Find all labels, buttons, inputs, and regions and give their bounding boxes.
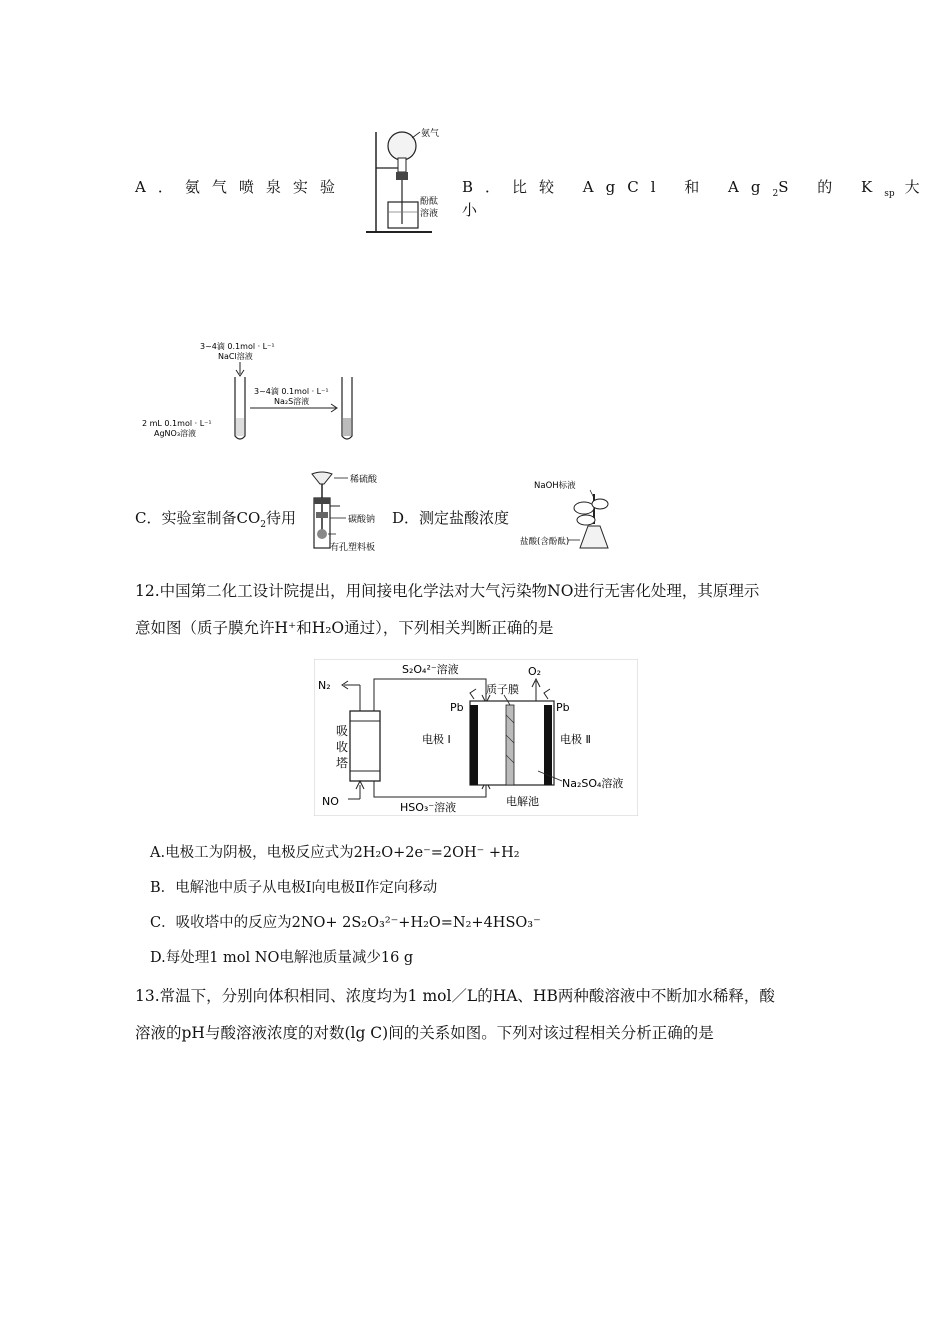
na2so4-solution-label: Na₂SO₄溶液 [562,777,624,790]
s2o4-solution-label: S₂O₄²⁻溶液 [402,663,459,676]
naoh-standard-label: NaOH标液 [534,481,576,491]
q12-choice-b: B．电解池中质子从电极Ⅰ向电极Ⅱ作定向移动 [150,880,438,896]
nacl-drops-line2: NaCl溶液 [218,352,253,361]
membrane-label: 质子膜 [486,683,519,696]
q13-stem-line2: 溶液的pH与酸溶液浓度的对数(lg C)间的关系如图。下列对该过程相关分析正确的是 [135,1024,714,1042]
electrode-1-label: 电极 Ⅰ [422,733,451,746]
na2s-drops-line1: 3~4滴 0.1mol · L⁻¹ [254,387,329,396]
tower-char-3: 塔 [336,756,349,770]
agno3-base-line2: AgNO₃溶液 [154,429,197,438]
solution-label: 溶液 [420,209,439,219]
n2-label: N₂ [318,679,331,692]
pb-left-label: Pb [450,701,464,714]
ammonia-label: 氨气 [421,129,440,139]
q12-stem-line1: 12.中国第二化工设计院提出，用间接电化学法对大气污染物NO进行无害化处理，其原理示 [135,582,760,600]
na2s-drops-line2: Na₂S溶液 [274,397,310,406]
hcl-phenolphthalein-label: 盐酸(含酚酞) [520,537,570,547]
nacl-drops-line1: 3~4滴 0.1mol · L⁻¹ [200,342,275,351]
q12-stem [135,573,825,647]
option-a-label: A．氨气喷泉实验 [135,178,347,196]
electrode-2-label: 电极 Ⅱ [560,733,591,746]
titration-figure [518,476,618,556]
hso3-solution-label: HSO₃⁻溶液 [400,801,457,814]
agno3-base-line1: 2 mL 0.1mol · L⁻¹ [142,419,212,428]
dilute-sulfuric-label: 稀硫酸 [350,475,378,485]
tower-char-2: 收 [336,740,349,754]
o2-label: O₂ [528,665,542,678]
ammonia-fountain-figure [362,124,452,238]
q12-stem-line2: 意如图（质子膜允许H⁺和H₂O通过），下列相关判断正确的是 [135,619,554,637]
tower-char-1: 吸 [336,724,349,738]
electrolytic-cell-label: 电解池 [506,795,539,808]
option-c-label: C．实验室制备$CO_2$待用 [135,509,297,530]
sodium-carbonate-label: 碳酸钠 [348,515,376,525]
perforated-plate-label: 有孔塑料板 [330,543,376,553]
silver-precipitation-figure [140,340,380,445]
no-label: NO [322,795,339,808]
q12-choice-c: C．吸收塔中的反应为2NO+ 2S₂O₃²⁻+H₂O=N₂+4HSO₃⁻ [150,915,541,931]
option-b-label: B．比较 AgCl 和 $Ag_2S$ 的 $K_{sp}$ 大小 [462,178,938,219]
q12-choice-a: A.电极工为阴极，电极反应式为2H₂O+2e⁻=2OH⁻ +H₂ [150,845,520,861]
pb-right-label: Pb [556,701,570,714]
option-d-label: D．测定盐酸浓度 [392,509,510,527]
phenolphthalein-label: 酚酞 [420,197,439,207]
electrolysis-diagram [314,659,638,816]
q12-choice-d: D.每处理1 mol NO电解池质量减少16 g [150,950,414,966]
q13-stem [135,978,825,1052]
co2-generator-figure [300,470,395,554]
q13-stem-line1: 13.常温下，分别向体积相同、浓度均为1 mol／L的HA、HB两种酸溶液中不断加水稀释，酸 [135,987,775,1005]
